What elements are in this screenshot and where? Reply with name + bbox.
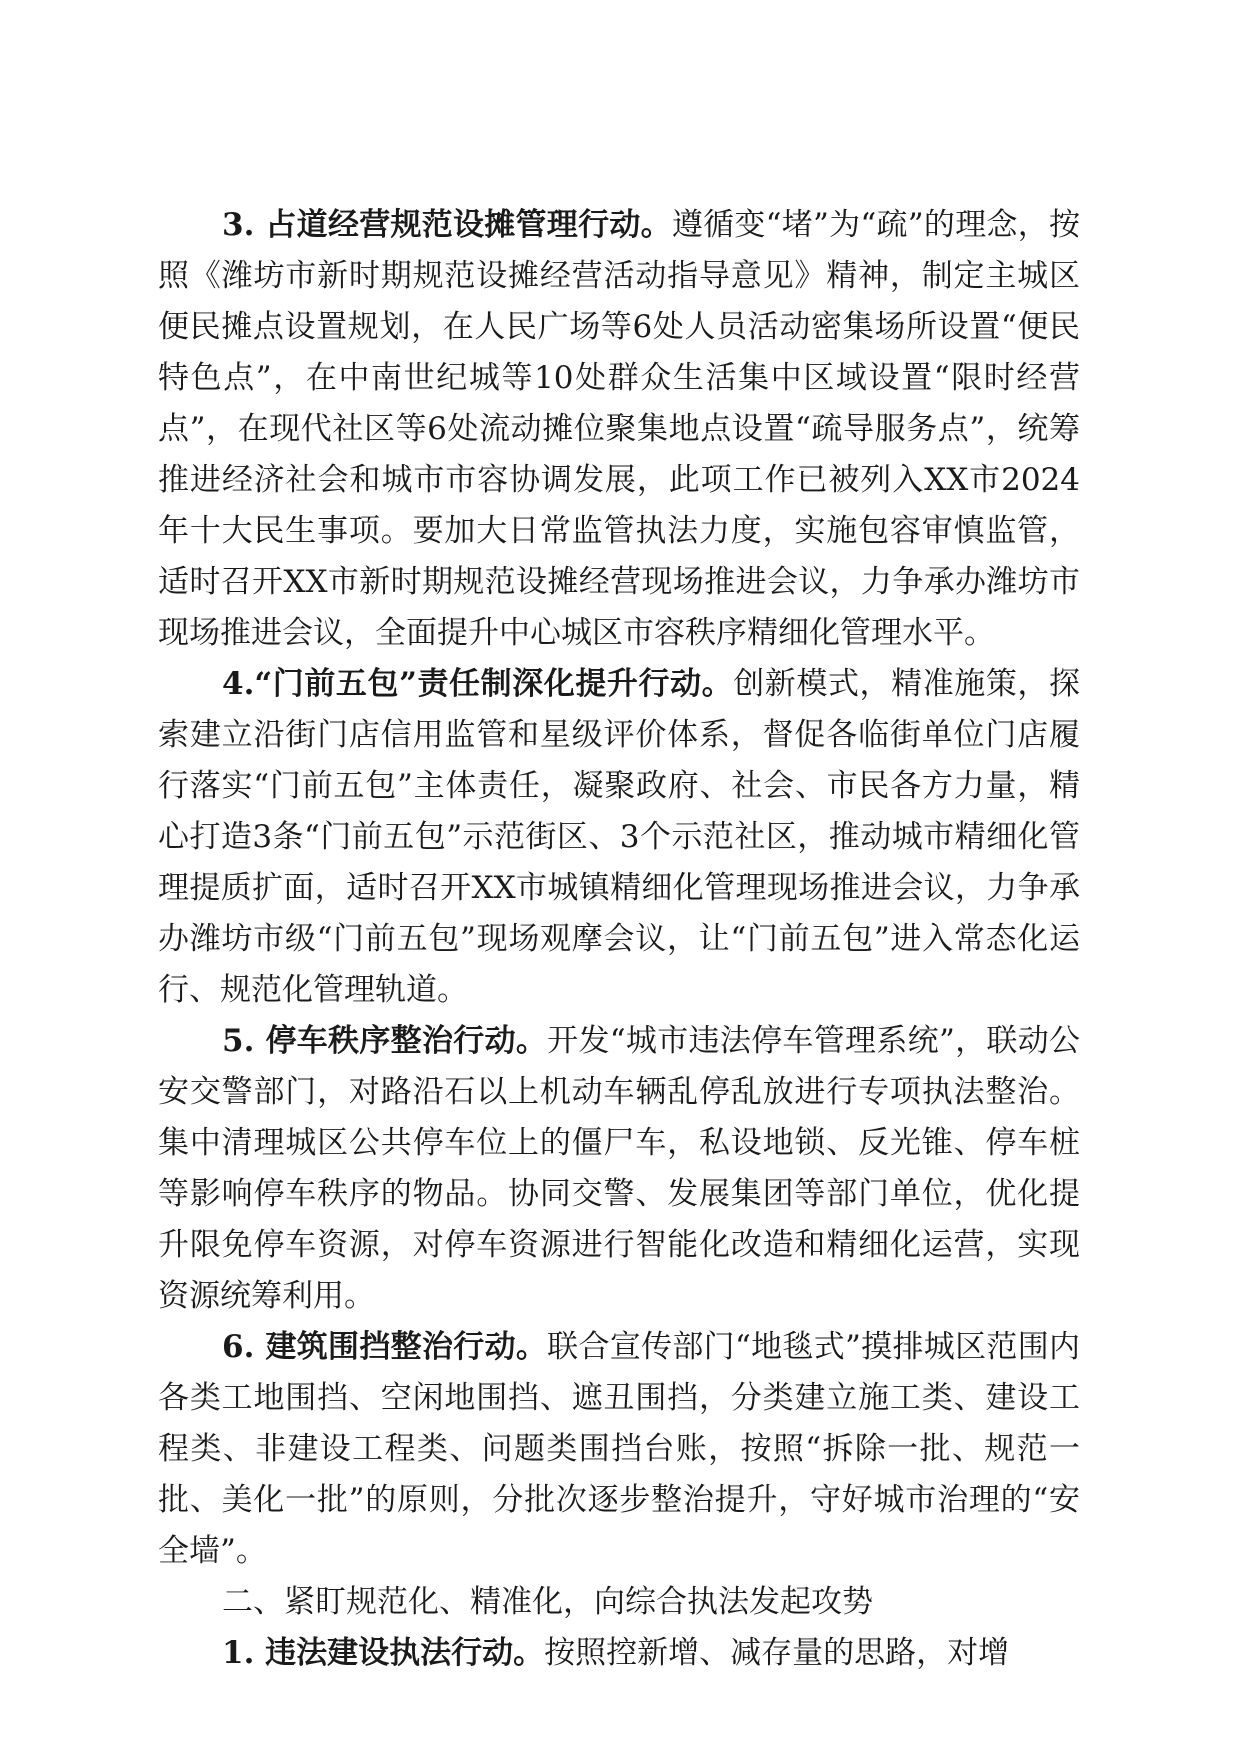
paragraph-lead: 4.“门前五包”责任制深化提升行动。 [222, 666, 734, 702]
paragraph-lead: 1. 违法建设执法行动。 [222, 1635, 545, 1671]
section-heading: 二、紧盯规范化、精准化，向综合执法发起攻势 [222, 1584, 873, 1620]
paragraph-body: 按照控新增、减存量的思路，对增 [544, 1635, 1010, 1671]
paragraph-lead: 6. 建筑围挡整治行动。 [222, 1329, 548, 1365]
paragraph-lead: 3. 占道经营规范设摊管理行动。 [222, 207, 672, 243]
paragraph-construction-hoarding [158, 1322, 1080, 1577]
paragraph-storefront-responsibility [158, 659, 1080, 1016]
paragraph-illegal-construction [158, 1628, 1080, 1679]
paragraph-body: 遵循变“堵”为“疏”的理念，按照《潍坊市新时期规范设摊经营活动指导意见》精神，制定主城区便民摊点设置规划，在人民广场等6处人员活动密集场所设置“便民特色点”，在中南世纪城等10处群众生活集中区域设置“限时经营点”，在现代社区等6处流动摊位聚集地点设置“疏导服务点”，统筹推进经济社会和城市市容协调发展，此项工作已被列入XX市2024年十大民生事项。要加大日常监管执法力度，实施包容审慎监管，适时召开XX市新时期规范设摊经营现场推进会议，力争承办潍坊市现场推进会议，全面提升中心城区市容秩序精细化管理水平。 [158, 207, 1080, 651]
paragraph-body: 联合宣传部门“地毯式”摸排城区范围内各类工地围挡、空闲地围挡、遮丑围挡，分类建立施工类、建设工程类、非建设工程类、问题类围挡台账，按照“拆除一批、规范一批、美化一批”的原则，分批次逐步整治提升，守好城市治理的“安全墙”。 [158, 1329, 1080, 1569]
document-page [158, 200, 1080, 1679]
paragraph-lead: 5. 停车秩序整治行动。 [222, 1023, 548, 1059]
paragraph-body: 创新模式，精准施策，探索建立沿街门店信用监管和星级评价体系，督促各临街单位门店履行落实“门前五包”主体责任，凝聚政府、社会、市民各方力量，精心打造3条“门前五包”示范街区、3个示范社区，推动城市精细化管理提质扩面，适时召开XX市城镇精细化管理现场推进会议，力争承办潍坊市级“门前五包”现场观摩会议，让“门前五包”进入常态化运行、规范化管理轨道。 [158, 666, 1080, 1008]
paragraph-body: 开发“城市违法停车管理系统”，联动公安交警部门，对路沿石以上机动车辆乱停乱放进行专项执法整治。集中清理城区公共停车位上的僵尸车，私设地锁、反光锥、停车桩等影响停车秩序的物品。协同交警、发展集团等部门单位，优化提升限免停车资源，对停车资源进行智能化改造和精细化运营，实现资源统筹利用。 [158, 1023, 1080, 1314]
paragraph-parking-order [158, 1016, 1080, 1322]
paragraph-street-vendor-management [158, 200, 1080, 659]
